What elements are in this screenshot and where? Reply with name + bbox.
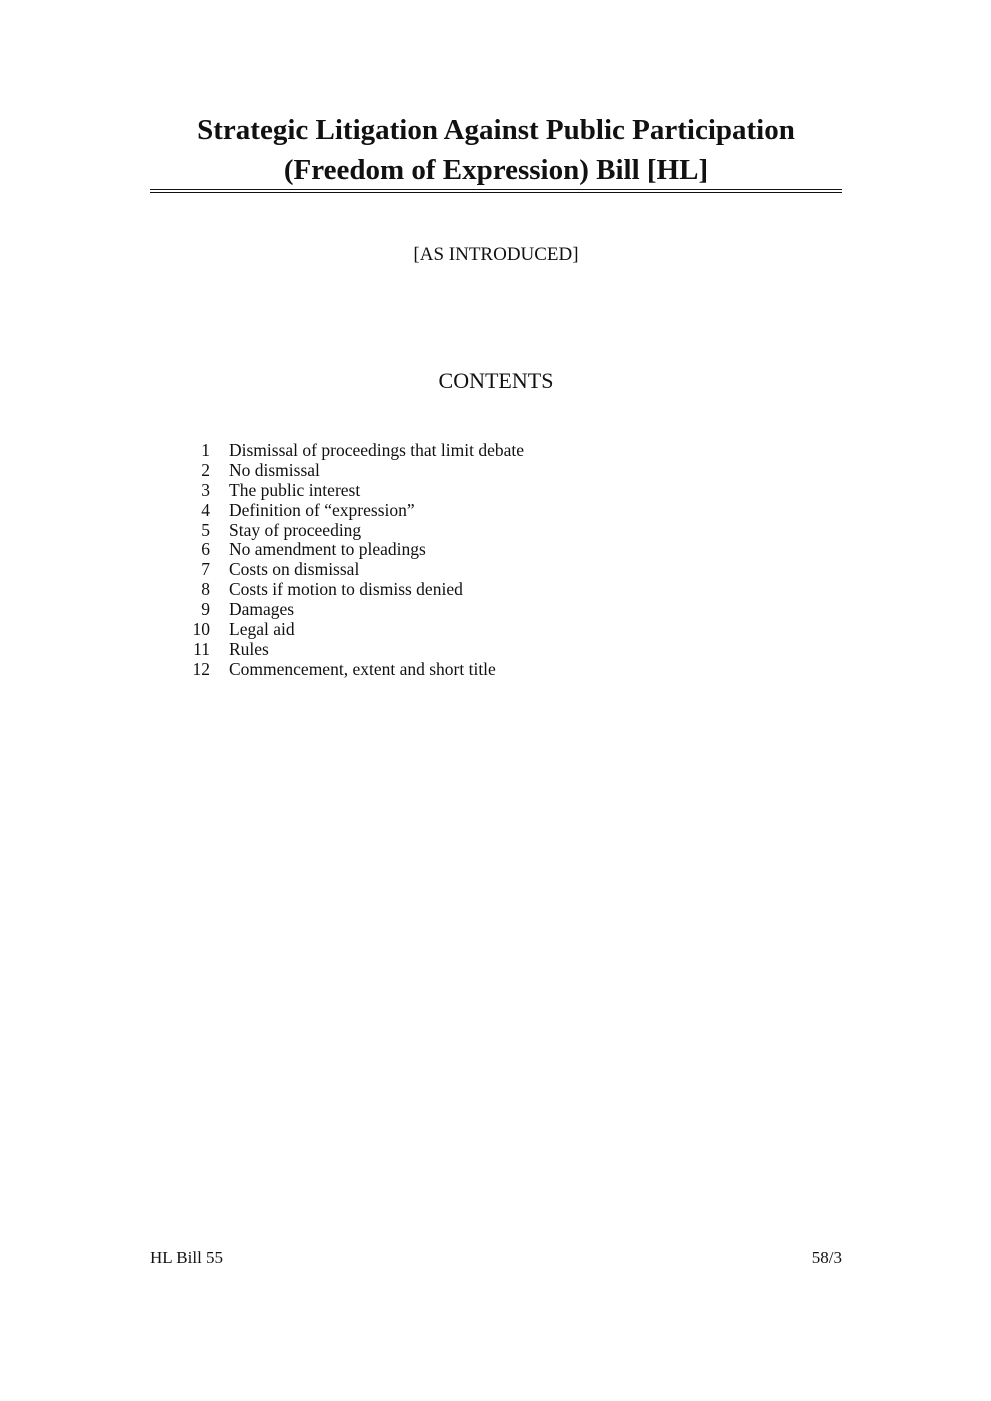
clause-title: Stay of proceeding xyxy=(229,519,362,540)
clause-number: 10 xyxy=(192,619,210,640)
bill-title-line-2: (Freedom of Expression) Bill [HL] xyxy=(283,154,709,186)
clause-title: Damages xyxy=(229,599,295,620)
clause-number: 12 xyxy=(192,658,210,679)
clause-number: 7 xyxy=(201,559,210,580)
clause-title: Rules xyxy=(229,638,269,659)
clause-title: Dismissal of proceedings that limit debate xyxy=(229,440,525,460)
clause-title: No amendment to pleadings xyxy=(229,539,426,560)
clause-title: The public interest xyxy=(229,479,361,500)
footer-bill-reference: HL Bill 55 xyxy=(150,1248,224,1267)
contents-item xyxy=(150,441,524,461)
clause-number: 5 xyxy=(201,519,210,540)
clause-number: 6 xyxy=(201,539,210,560)
clause-title: Costs on dismissal xyxy=(229,559,360,580)
contents-item xyxy=(150,580,524,600)
contents-item xyxy=(150,600,524,620)
footer-print-reference: 58/3 xyxy=(811,1248,842,1267)
title-double-rule xyxy=(150,189,842,193)
clause-number: 11 xyxy=(193,638,210,659)
clause-title: Costs if motion to dismiss denied xyxy=(229,579,463,600)
contents-item xyxy=(150,521,524,541)
contents-item xyxy=(150,640,524,660)
clause-number: 4 xyxy=(201,499,210,520)
bill-title-line-1: Strategic Litigation Against Public Participation xyxy=(197,114,795,146)
contents-item xyxy=(150,540,524,560)
clause-title: Definition of “expression” xyxy=(229,499,415,520)
contents-item xyxy=(150,481,524,501)
clause-number: 9 xyxy=(201,599,210,620)
clause-title: No dismissal xyxy=(229,459,320,480)
clause-title: Legal aid xyxy=(229,619,295,640)
clause-number: 8 xyxy=(201,579,210,600)
clause-title: Commencement, extent and short title xyxy=(229,658,496,679)
contents-item xyxy=(150,501,524,521)
clause-number: 2 xyxy=(201,459,210,480)
clause-number: 3 xyxy=(201,479,210,500)
contents-heading: CONTENTS xyxy=(438,368,554,393)
bill-title xyxy=(150,110,842,190)
contents-item xyxy=(150,461,524,481)
contents-item xyxy=(150,560,524,580)
contents-list xyxy=(150,441,524,680)
contents-item xyxy=(150,660,524,680)
bill-stage: [AS INTRODUCED] xyxy=(413,244,579,265)
contents-item xyxy=(150,620,524,640)
clause-number: 1 xyxy=(201,440,210,460)
